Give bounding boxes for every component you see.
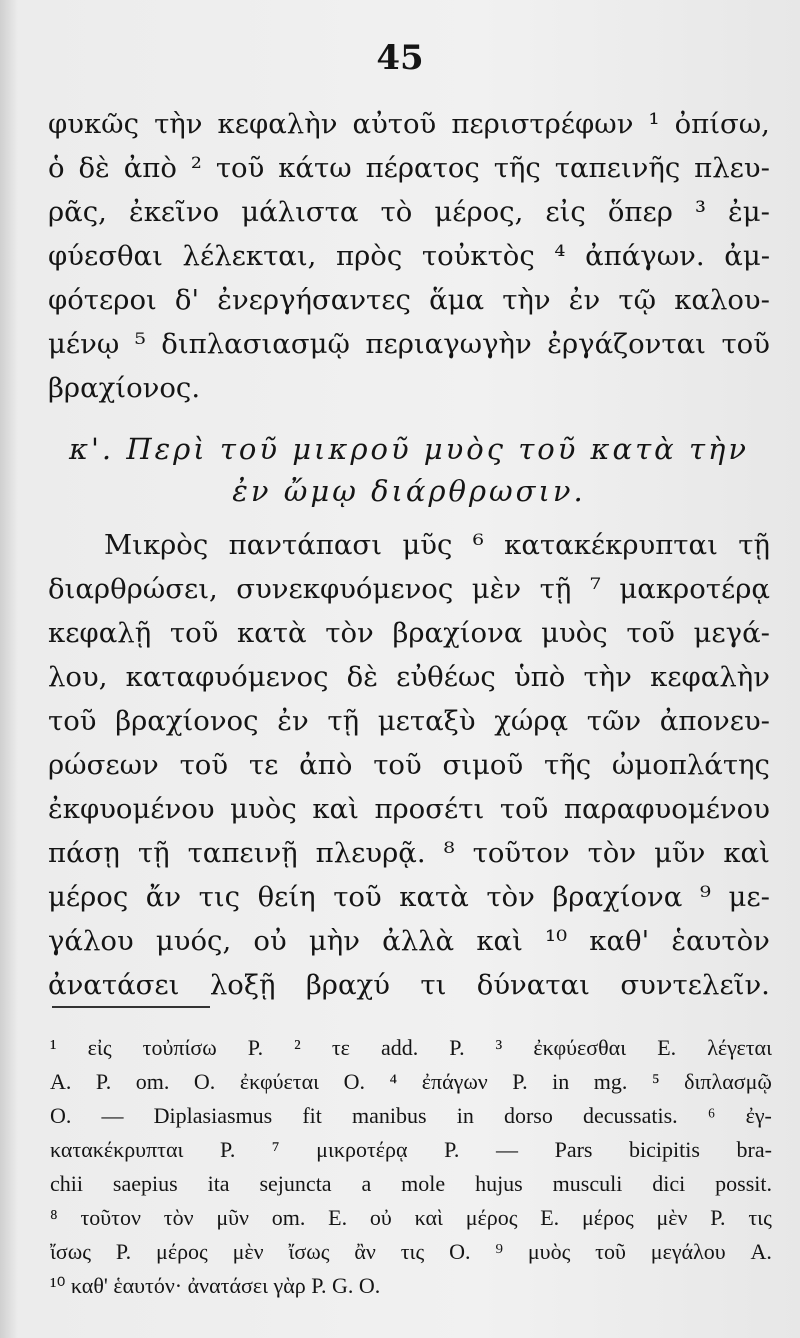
body-line: φυκῶς τὴν κεφαλὴν αὐτοῦ περιστρέφων ¹ ὀπίσω, [48, 108, 770, 140]
section-line: ἀνατάσει λοξῇ βραχύ τι δύναται συντελεῖν. [48, 969, 770, 1001]
section-line: τοῦ βραχίονος ἐν τῇ μεταξὺ χώρᾳ τῶν ἀπονευ- [48, 705, 770, 737]
body-line: βραχίονος. [48, 372, 201, 404]
footnote-line: ¹⁰ καθ' ἑαυτόν· ἀνατάσει γὰρ P. G. O. [50, 1273, 381, 1298]
section-line: Μικρὸς παντάπασι μῦς ⁶ κατακέκρυπται τῇ [104, 529, 770, 561]
body-line: φότεροι δ' ἐνεργήσαντες ἅμα τὴν ἐν τῷ καλου- [48, 284, 770, 316]
footnote-line: O. — Diplasiasmus fit manibus in dorso decussatis. ⁶ ἐγ- [50, 1103, 772, 1128]
body-line: μένῳ ⁵ διπλασιασμῷ περιαγωγὴν ἐργάζονται τοῦ [48, 328, 770, 360]
section-line: γάλου μυός, οὐ μὴν ἀλλὰ καὶ ¹⁰ καθ' ἑαυτὸν [48, 925, 770, 957]
body-line: φύεσθαι λέλεκται, πρὸς τοὐκτὸς ⁴ ἀπάγων. ἀμ- [48, 240, 770, 272]
page-number: 45 [376, 38, 424, 78]
section-line: ρώσεων τοῦ τε ἀπὸ τοῦ σιμοῦ τῆς ὠμοπλάτης [48, 749, 770, 781]
section-line: λου, καταφυόμενος δὲ εὐθέως ὑπὸ τὴν κεφαλὴν [48, 661, 770, 693]
footnote-line: κατακέκρυπται P. ⁷ μικροτέρᾳ P. — Pars bicipitis bra- [50, 1137, 772, 1162]
section-line: μέρος ἄν τις θείη τοῦ κατὰ τὸν βραχίονα ⁹ με- [48, 881, 770, 913]
section-heading-line-2: ἐν ὤμῳ διάρθρωσιν. [232, 474, 586, 508]
body-line: ὁ δὲ ἀπὸ ² τοῦ κάτω πέρατος τῆς ταπεινῆς πλευ- [48, 152, 770, 184]
footnote-line: chii saepius ita sejuncta a mole hujus musculi dici possit. [50, 1171, 772, 1196]
footnote-rule [52, 1006, 210, 1008]
section-line: πάσῃ τῇ ταπεινῇ πλευρᾷ. ⁸ τοῦτον τὸν μῦν καὶ [48, 837, 770, 869]
body-line: ρᾶς, ἐκεῖνο μάλιστα τὸ μέρος, εἰς ὅπερ ³ ἐμ- [48, 196, 770, 228]
section-heading-line-1: κ'. Περὶ τοῦ μικροῦ μυὸς τοῦ κατὰ τὴν [68, 432, 750, 466]
section-line: κεφαλῇ τοῦ κατὰ τὸν βραχίονα μυὸς τοῦ μεγά- [48, 617, 770, 649]
footnote-line: ¹ εἰς τοὐπίσω P. ² τε add. P. ³ ἐκφύεσθαι E. λέγεται [50, 1035, 772, 1060]
footnote-line: ἴσως P. μέρος μὲν ἴσως ἂν τις O. ⁹ μυὸς τοῦ μεγάλου A. [50, 1239, 772, 1264]
section-line: ἐκφυομένου μυὸς καὶ προσέτι τοῦ παραφυομένου [48, 793, 770, 825]
section-line: διαρθρώσει, συνεκφυόμενος μὲν τῇ ⁷ μακροτέρᾳ [48, 573, 770, 605]
footnote-line: A. P. om. O. ἐκφύεται O. ⁴ ἐπάγων P. in mg. ⁵ διπλασμῷ [50, 1069, 772, 1094]
footnote-line: ⁸ τοῦτον τὸν μῦν om. E. οὐ καὶ μέρος E. μέρος μὲν P. τις [50, 1205, 772, 1230]
